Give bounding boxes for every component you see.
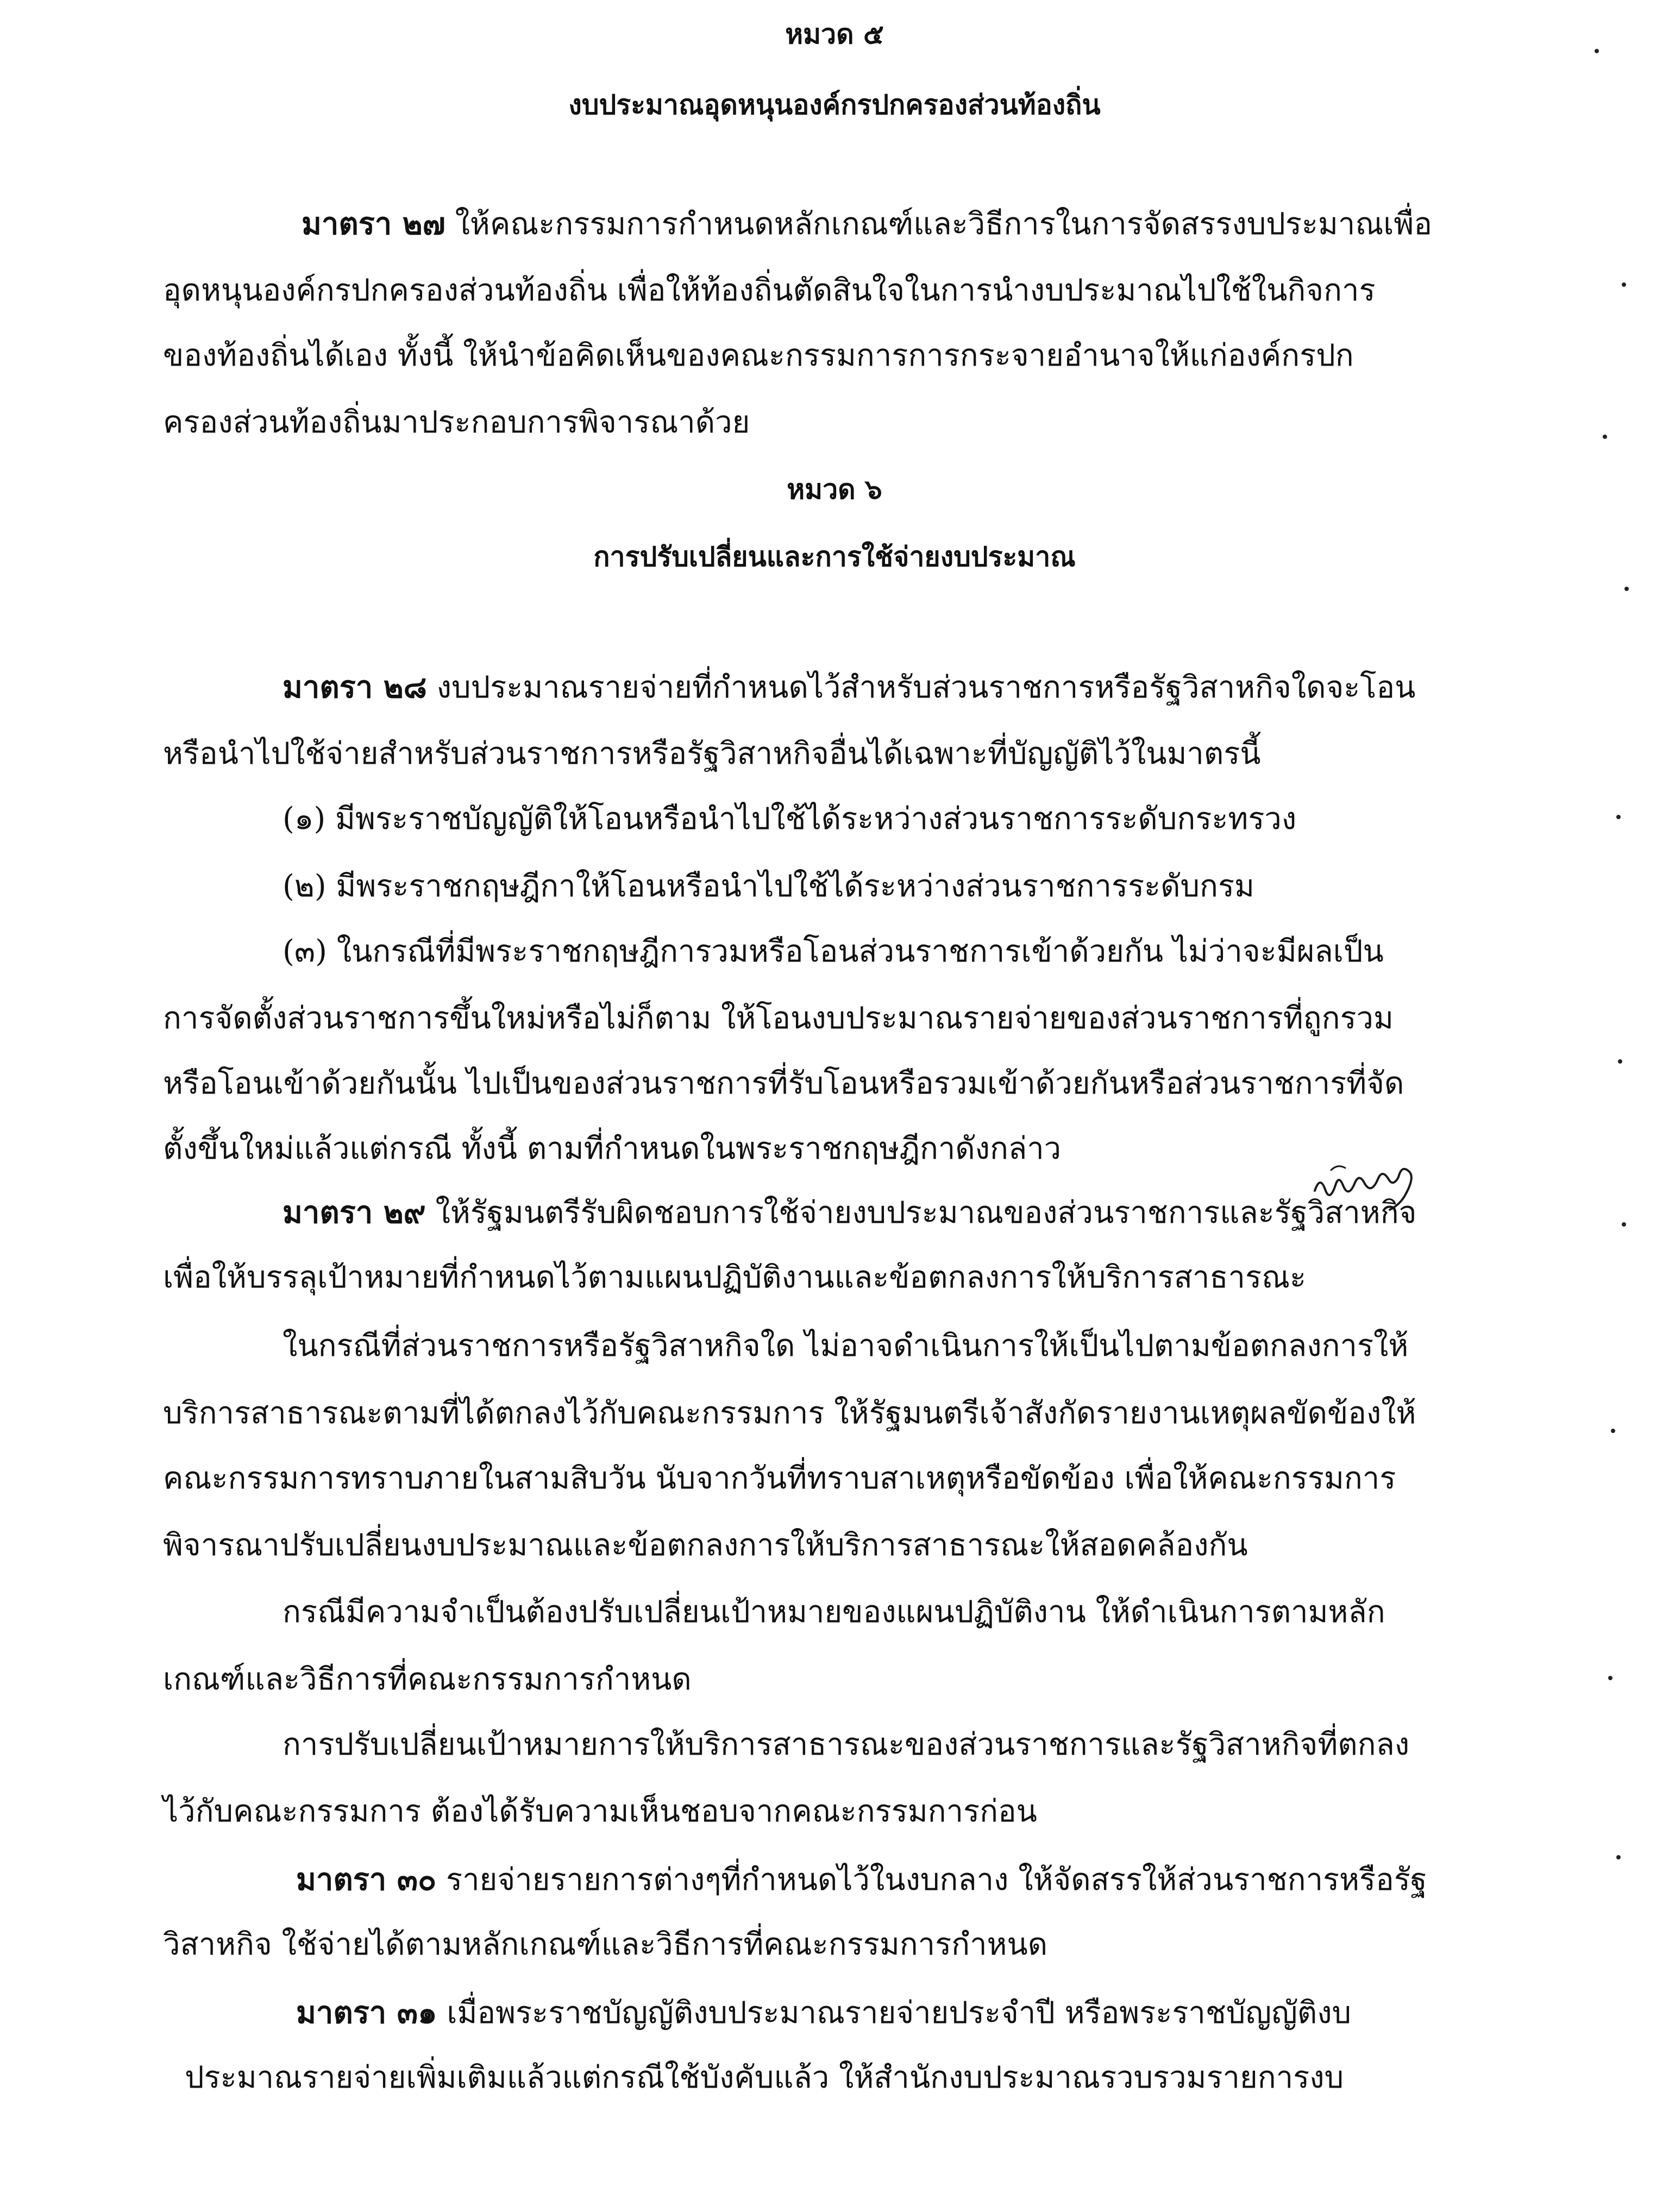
section-28-label: มาตรา ๒๘	[283, 669, 427, 705]
chapter-5-title: หมวด ๕	[785, 18, 884, 50]
section-28-item-1: (๑) มีพระราชบัญญัติให้โอนหรือนำไปใช้ได้ระหว่างส่วนราชการระดับกระทรวง	[283, 801, 1297, 837]
section-29-label: มาตรา ๒๙	[283, 1195, 426, 1230]
section-28-item-2: (๒) มีพระราชกฤษฎีกาให้โอนหรือนำไปใช้ได้ระหว่างส่วนราชการระดับกรม	[283, 869, 1254, 904]
section-29-para3-line-1: กรณีมีความจำเป็นต้องปรับเปลี่ยนเป้าหมายของแผนปฏิบัติงาน ให้ดำเนินการตามหลัก	[283, 1594, 1385, 1630]
chapter-6-subtitle: การปรับเปลี่ยนและการใช้จ่ายงบประมาณ	[593, 541, 1076, 573]
section-28-line-2: หรือนำไปใช้จ่ายสำหรับส่วนราชการหรือรัฐวิสาหกิจอื่นได้เฉพาะที่บัญญัติไว้ในมาตรนี้	[163, 736, 1261, 771]
section-31-label: มาตรา ๓๑	[296, 1995, 437, 2031]
section-29-para2-line-4: พิจารณาปรับเปลี่ยนงบประมาณและข้อตกลงการให้บริการสาธารณะให้สอดคล้องกัน	[163, 1528, 1248, 1563]
section-29-para3-line-2: เกณฑ์และวิธีการที่คณะกรรมการกำหนด	[163, 1662, 692, 1697]
scan-speck	[1624, 587, 1629, 591]
section-29-line-2: เพื่อให้บรรลุเป้าหมายที่กำหนดไว้ตามแผนปฏิบัติงานและข้อตกลงการให้บริการสาธารณะ	[163, 1260, 1307, 1295]
section-31-line-2: ประมาณรายจ่ายเพิ่มเติมแล้วแต่กรณีใช้บังคับแล้ว ให้สำนักงบประมาณรวบรวมรายการงบ	[185, 2060, 1344, 2095]
section-30-line-1: มาตรา ๓๐ รายจ่ายรายการต่างๆที่กำหนดไว้ในงบกลาง ให้จัดสรรให้ส่วนราชการหรือรัฐ	[296, 1862, 1427, 1897]
section-30-line-2: วิสาหกิจ ใช้จ่ายได้ตามหลักเกณฑ์และวิธีการที่คณะกรรมการกำหนด	[163, 1927, 1048, 1962]
section-29-line-1: มาตรา ๒๙ ให้รัฐมนตรีรับผิดชอบการใช้จ่ายงบประมาณของส่วนราชการและรัฐวิสาหกิจ	[283, 1195, 1417, 1230]
section-31-line-1: มาตรา ๓๑ เมื่อพระราชบัญญัติงบประมาณรายจ่ายประจำปี หรือพระราชบัญญัติงบ	[296, 1995, 1352, 2031]
section-28-line-6: การจัดตั้งส่วนราชการขึ้นใหม่หรือไม่ก็ตาม ให้โอนงบประมาณรายจ่ายของส่วนราชการที่ถูกรวม	[163, 1001, 1394, 1036]
section-29-para2-line-3: คณะกรรมการทราบภายในสามสิบวัน นับจากวันที่ทราบสาเหตุหรือขัดข้อง เพื่อให้คณะกรรมการ	[163, 1461, 1396, 1496]
section-29-para2-line-1: ในกรณีที่ส่วนราชการหรือรัฐวิสาหกิจใด ไม่อาจดำเนินการให้เป็นไปตามข้อตกลงการให้	[283, 1328, 1409, 1363]
chapter-5-subtitle: งบประมาณอุดหนุนองค์กรปกครองส่วนท้องถิ่น	[568, 89, 1101, 121]
section-27-label: มาตรา ๒๗	[302, 206, 446, 242]
section-29-para2-line-2: บริการสาธารณะตามที่ได้ตกลงไว้กับคณะกรรมการ ให้รัฐมนตรีเจ้าสังกัดรายงานเหตุผลขัดข้องให้	[163, 1396, 1416, 1431]
chapter-6-title: หมวด ๖	[787, 473, 882, 505]
section-27-line-1: มาตรา ๒๗ ให้คณะกรรมการกำหนดหลักเกณฑ์และวิธีการในการจัดสรรงบประมาณเพื่อ	[302, 206, 1432, 242]
section-27-line-4: ครองส่วนท้องถิ่นมาประกอบการพิจารณาด้วย	[163, 405, 750, 440]
scan-speck	[1616, 815, 1621, 819]
scan-speck	[1595, 49, 1599, 53]
scan-speck	[1611, 1429, 1615, 1433]
section-30-label: มาตรา ๓๐	[296, 1862, 437, 1897]
scan-speck	[1618, 1059, 1622, 1064]
scan-speck	[1603, 435, 1607, 439]
section-28-line-7: หรือโอนเข้าด้วยกันนั้น ไปเป็นของส่วนราชการที่รับโอนหรือรวมเข้าด้วยกันหรือส่วนราชการที่จัด	[163, 1066, 1404, 1101]
section-27-line-3: ของท้องถิ่นได้เอง ทั้งนี้ ให้นำข้อคิดเห็นของคณะกรรมการการกระจายอำนาจให้แก่องค์กรปก	[163, 338, 1354, 373]
section-27-line-2: อุดหนุนองค์กรปกครองส่วนท้องถิ่น เพื่อให้ท้องถิ่นตัดสินใจในการนำงบประมาณไปใช้ในกิจการ	[163, 273, 1376, 308]
scan-speck	[1608, 1676, 1612, 1680]
scan-speck	[1622, 1222, 1626, 1227]
scan-speck	[1616, 1855, 1621, 1859]
section-29-para4-line-1: การปรับเปลี่ยนเป้าหมายการให้บริการสาธารณะของส่วนราชการและรัฐวิสาหกิจที่ตกลง	[283, 1727, 1410, 1762]
scan-speck	[1622, 282, 1626, 287]
section-29-para4-line-2: ไว้กับคณะกรรมการ ต้องได้รับความเห็นชอบจากคณะกรรมการก่อน	[163, 1794, 1037, 1829]
section-28-line-1: มาตรา ๒๘ งบประมาณรายจ่ายที่กำหนดไว้สำหรับส่วนราชการหรือรัฐวิสาหกิจใดจะโอน	[283, 669, 1416, 705]
section-28-line-8: ตั้งขึ้นใหม่แล้วแต่กรณี ทั้งนี้ ตามที่กำหนดในพระราชกฤษฎีกาดังกล่าว	[163, 1131, 1062, 1166]
section-28-item-3: (๓) ในกรณีที่มีพระราชกฤษฎีการวมหรือโอนส่วนราชการเข้าด้วยกัน ไม่ว่าจะมีผลเป็น	[283, 934, 1384, 969]
